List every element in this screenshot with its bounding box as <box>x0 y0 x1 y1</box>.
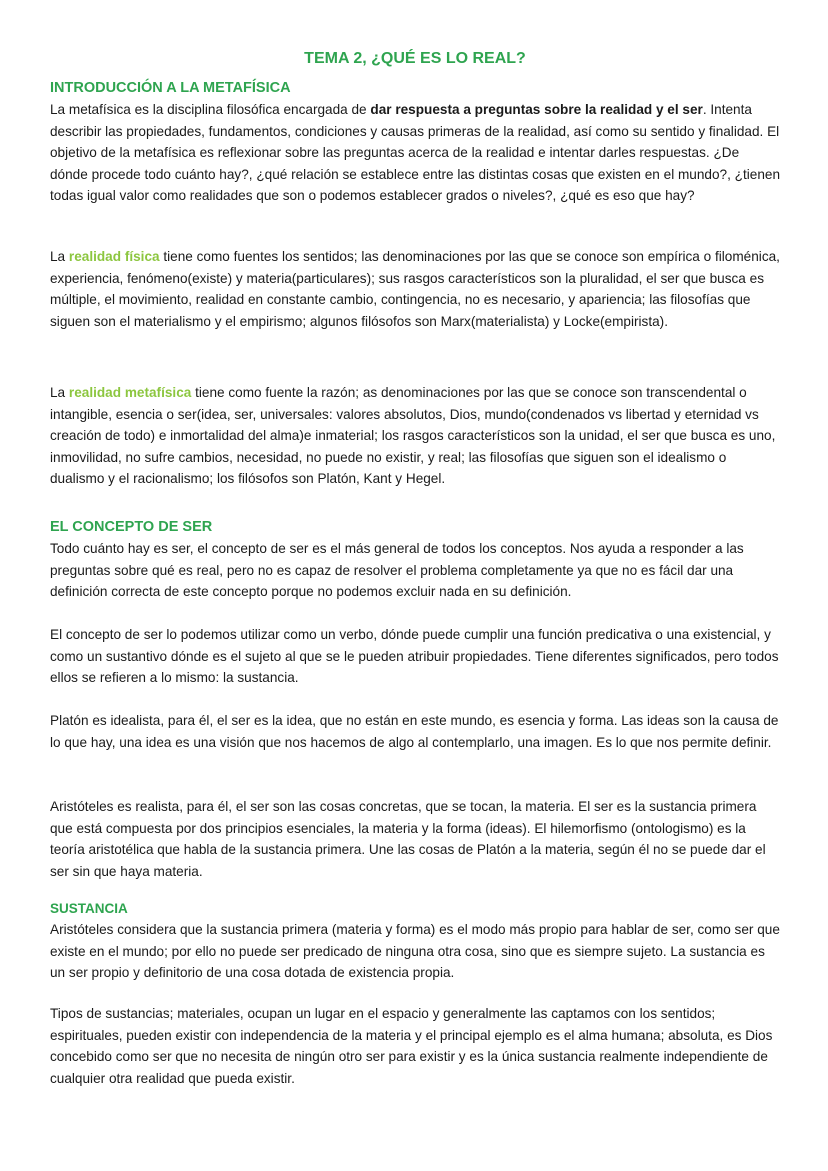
paragraph-aristoteles: Aristóteles es realista, para él, el ser son las cosas concretas, que se tocan, la materia. El ser es la sustancia primera que está compuesta por dos principios esenciales, la materia y la forma (ideas). El hilemorfismo (ontologismo) es la teoría aristotélica que habla de la sustancia primera. Une las cosas de Platón a la materia, según él no se puede dar el ser sin que haya materia. <box>50 799 766 879</box>
paragraph-sustancia-1: Aristóteles considera que la sustancia primera (materia y forma) es el modo más propio para hablar de ser, como ser que existe en el mundo; por ello no puede ser predicado de ninguna otra cosa, sino que es siempre sujeto. La sustancia es un ser propio y definitorio de una cosa dotada de existencia propia. <box>50 922 780 980</box>
paragraph-realidad-fisica: La realidad física tiene como fuentes los sentidos; las denominaciones por las que se conoce son empírica o filoménica, experiencia, fenómeno(existe) y materia(particulares); sus rasgos característicos son la pluralidad, el ser que busca es múltiple, el movimiento, realidad en constante cambio, contingencia, no es necesario, y apariencia; las filosofías que siguen son el materialismo y el empirismo; algunos filósofos son Marx(materialista) y Locke(empirista). <box>50 249 780 329</box>
heading-introduccion: INTRODUCCIÓN A LA METAFÍSICA <box>50 80 291 96</box>
document-title: TEMA 2, ¿QUÉ ES LO REAL? <box>304 50 526 67</box>
paragraph-tipos-sustancias: Tipos de sustancias; materiales, ocupan un lugar en el espacio y generalmente las captamos con los sentidos; espirituales, pueden existir con independencia de la materia y el principal ejemplo es el alma humana; absoluta, es Dios concebido como ser que no necesita de ningún otro ser para existir y es la única sustancia realmente independiente de cualquier otra realidad que pueda existir. <box>50 1006 773 1086</box>
heading-sustancia: SUSTANCIA <box>50 901 128 916</box>
heading-concepto-ser: EL CONCEPTO DE SER <box>50 519 213 535</box>
section-introduccion <box>50 78 780 207</box>
paragraph-concepto-2: El concepto de ser lo podemos utilizar como un verbo, dónde puede cumplir una función predicativa o una existencial, y como un sustantivo dónde es el sujeto al que se le pueden atribuir propiedades. Tiene diferentes significados, pero todos ellos se refieren a lo mismo: la sustancia. <box>50 627 779 686</box>
paragraph-realidad-metafisica: La realidad metafísica tiene como fuente la razón; as denominaciones por las que se conoce son transcendental o intangible, esencia o ser(idea, ser, universales: valores absolutos, Dios, mundo(condenados vs libertad y eternidad vs creación de todo) e inmortalidad del alma)e inmaterial; los rasgos característicos son la unidad, el ser que busca es uno, inmovilidad, no sufre cambios, necesidad, no puede no existir, y real; las filosofías que siguen son el idealismo o dualismo y el racionalismo; los filósofos son Platón, Kant y Hegel. <box>50 385 776 487</box>
section-concepto-ser <box>50 517 780 603</box>
paragraph-metafisica: La metafísica es la disciplina filosófica encargada de dar respuesta a preguntas sobre la realidad y el ser. Intenta describir las propiedades, fundamentos, condiciones y causas primeras de la realidad, así como su sentido y finalidad. El objetivo de la metafísica es reflexionar sobre las preguntas acerca de la realidad e intentar darles respuestas. ¿De dónde procede todo cuánto hay?, ¿qué relación se establece entre las distintas cosas que existen en el mundo?, ¿tienen todas igual valor como realidades que son o podemos establecer grados o niveles?, ¿qué es eso que hay? <box>50 102 781 204</box>
section-sustancia <box>50 900 780 984</box>
term-realidad-metafisica: realidad metafísica <box>68 385 192 400</box>
paragraph-platon: Platón es idealista, para él, el ser es la idea, que no están en este mundo, es esencia y forma. Las ideas son la causa de lo que hay, una idea es una visión que nos hacemos de algo al contemplarlo, una imagen. Es lo que nos permite definir. <box>50 713 779 750</box>
paragraph-concepto-1: Todo cuánto hay es ser, el concepto de ser es el más general de todos los conceptos. Nos ayuda a responder a las preguntas sobre qué es real, pero no es capaz de resolver el problema completamente ya que no es fácil dar una definición correcta de este concepto porque no podemos excluir nada en su definición. <box>50 541 744 600</box>
term-realidad-fisica: realidad física <box>68 249 160 264</box>
